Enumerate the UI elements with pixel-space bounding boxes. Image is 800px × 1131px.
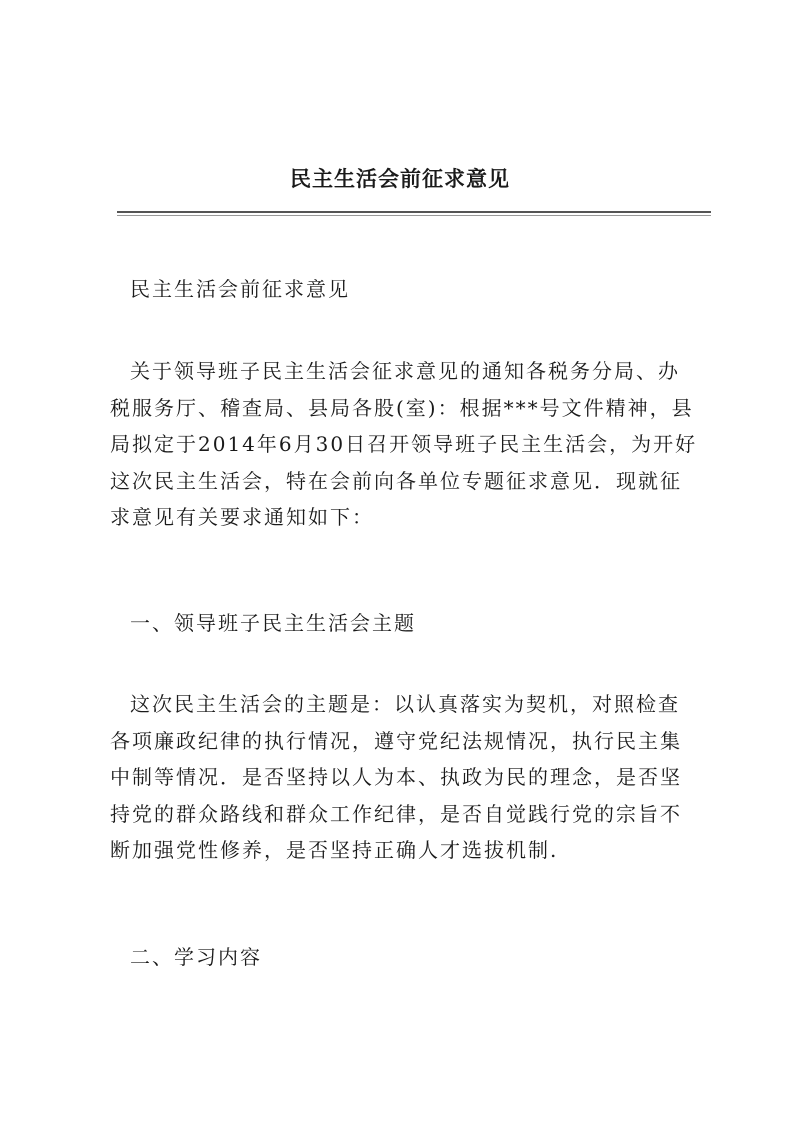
intro-heading: 民主生活会前征求意见 (130, 277, 350, 301)
title-divider (117, 211, 711, 213)
notice-paragraph: 关于领导班子民主生活会征求意见的通知各税务分局、办税服务厅、稽查局、县局各股(室)：根据***号文件精神，县局拟定于2014年6月30日召开领导班子民主生活会，为开好这次民主生活会，特在会前向各单位专题征求意见．现就征求意见有关要求通知如下： (110, 359, 698, 530)
section-heading-study: 二、学习内容 (130, 945, 262, 969)
theme-paragraph: 这次民主生活会的主题是：以认真落实为契机，对照检查各项廉政纪律的执行情况，遵守党纪法规情况，执行民主集中制等情况．是否坚持以人为本、执政为民的理念，是否坚持党的群众路线和群众工作纪律，是否自觉践行党的宗旨不断加强党性修养，是否坚持正确人才选拔机制. (110, 692, 682, 863)
section-heading-theme: 一、领导班子民主生活会主题 (130, 611, 416, 635)
document-title: 民主生活会前征求意见 (290, 166, 510, 191)
